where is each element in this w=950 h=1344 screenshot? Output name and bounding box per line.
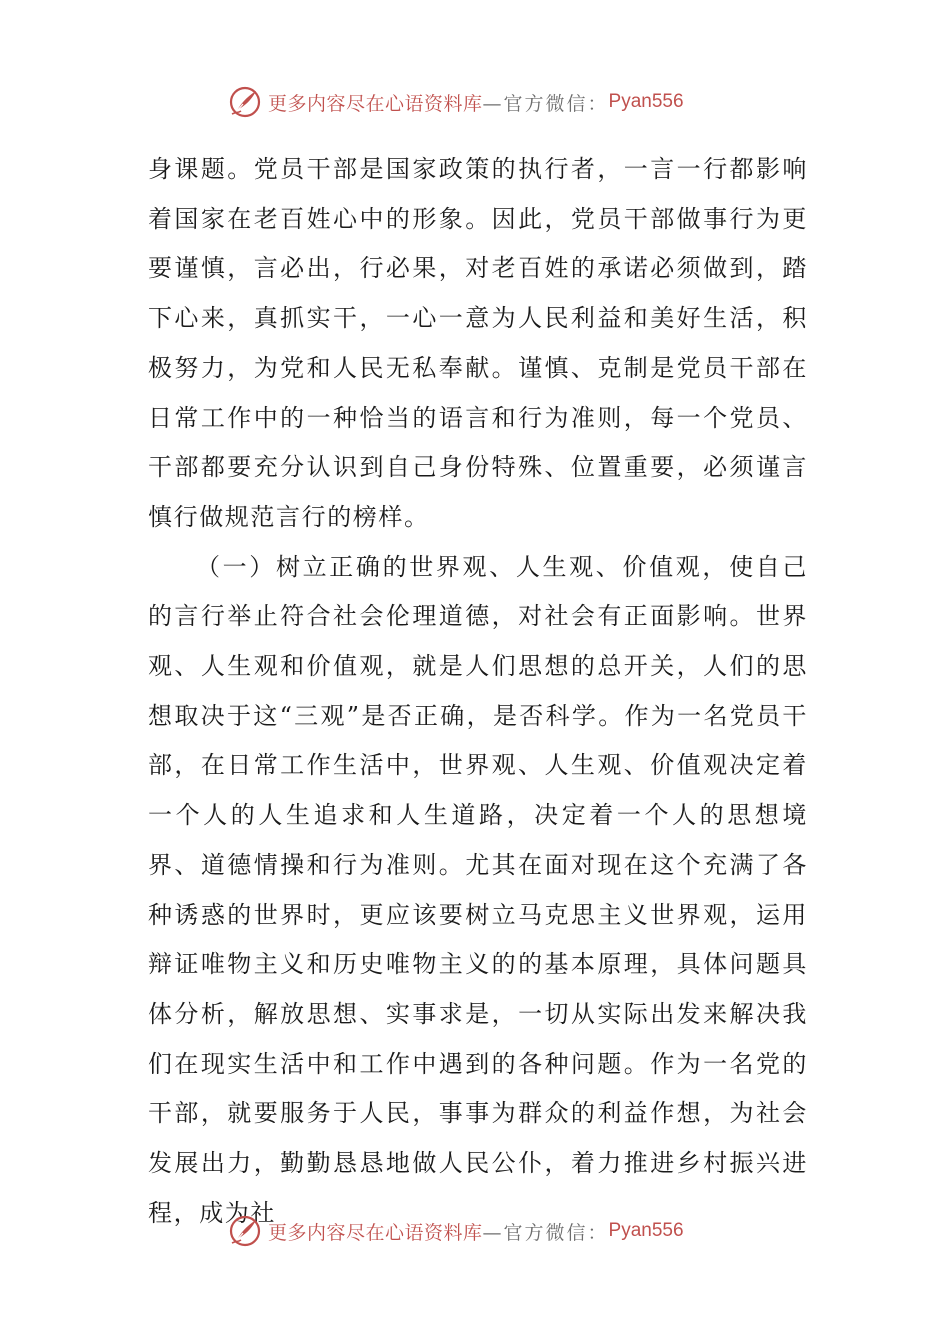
footer-wechat-id: Pyan556 [608, 1220, 684, 1241]
header-wechat-id: Pyan556 [608, 91, 684, 112]
header-brand-text: 更多内容尽在心语资料库 [268, 92, 483, 115]
quill-logo-icon [228, 85, 262, 119]
header-banner [228, 82, 748, 122]
paragraph-1: 身课题。党员干部是国家政策的执行者，一言一行都影响着国家在老百姓心中的形象。因此，党员干部做事行为更要谨慎，言必出，行必果，对老百姓的承诺必须做到，踏下心来，真抓实干，一心一意为人民利益和美好生活，积极努力，为党和人民无私奉献。谨慎、克制是党员干部在日常工作中的一种恰当的语言和行为准则，每一个党员、干部都要充分认识到自己身份特殊、位置重要，必须谨言慎行做规范言行的榜样。 [148, 155, 808, 531]
header-official-text: —官方微信： [482, 92, 609, 115]
quill-logo-icon [228, 1214, 262, 1248]
footer-official-text: —官方微信： [482, 1221, 609, 1244]
footer-brand-text: 更多内容尽在心语资料库 [268, 1221, 483, 1244]
footer-banner [228, 1211, 748, 1251]
document-body [148, 145, 808, 1238]
paragraph-2: （一）树立正确的世界观、人生观、价值观，使自己的言行举止符合社会伦理道德，对社会有正面影响。世界观、人生观和价值观，就是人们思想的总开关，人们的思想取决于这“三观”是否正确，是否科学。作为一名党员干部，在日常工作生活中，世界观、人生观、价值观决定着一个人的人生追求和人生道路，决定着一个人的思想境界、道德情操和行为准则。尤其在面对现在这个充满了各种诱惑的世界时，更应该要树立马克思主义世界观，运用辩证唯物主义和历史唯物主义的的基本原理，具体问题具体分析，解放思想、实事求是，一切从实际出发来解决我们在现实生活中和工作中遇到的各种问题。作为一名党的干部，就要服务于人民，事事为群众的利益作想，为社会发展出力，勤勤恳恳地做人民公仆，着力推进乡村振兴进程，成为社 [148, 552, 808, 1227]
